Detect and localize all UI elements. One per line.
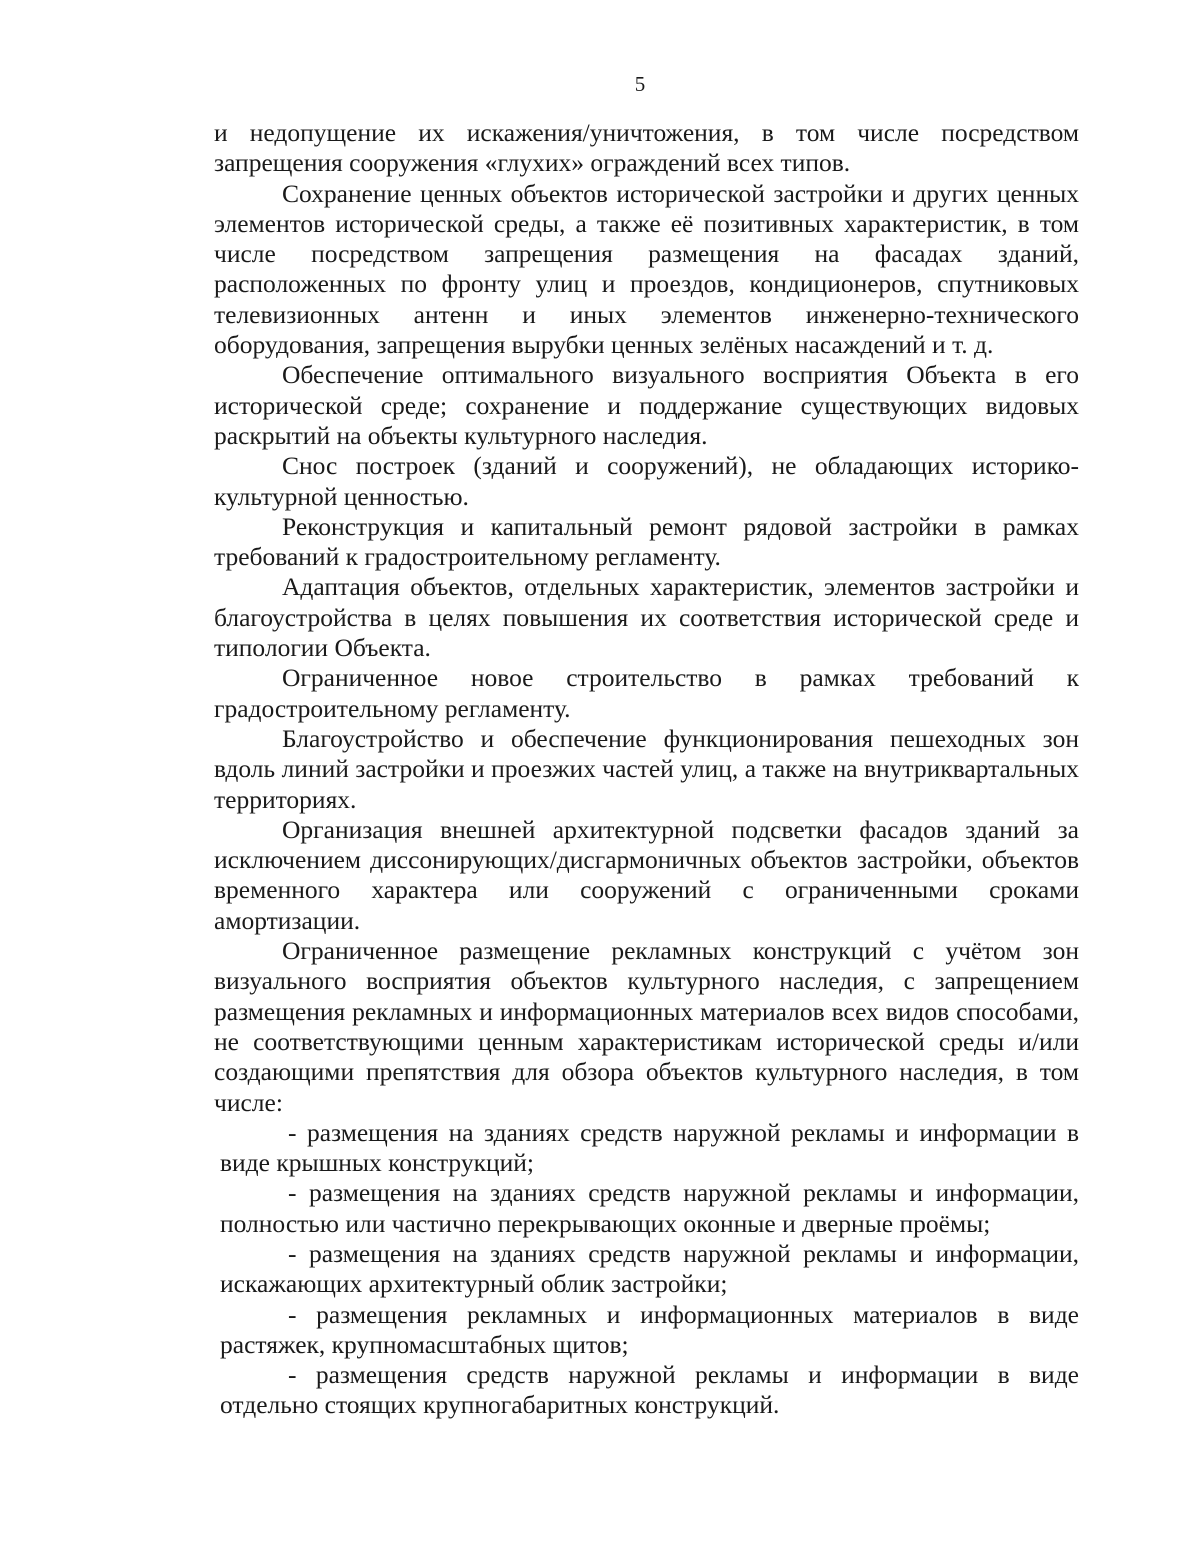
list-item: - размещения на зданиях средств наружной рекламы и информации в виде крышных конструкций; [220, 1117, 1079, 1178]
paragraph: Снос построек (зданий и сооружений), не обладающих историко-культурной ценностью. [214, 451, 1079, 511]
list-item: - размещения на зданиях средств наружной рекламы и информации, искажающих архитектурный облик застройки; [220, 1238, 1079, 1299]
paragraph: Обеспечение оптимального визуального восприятия Объекта в его исторической среде; сохранение и поддержание существующих видовых раскрытий на объекты культурного наследия. [214, 360, 1079, 450]
paragraph: Сохранение ценных объектов исторической застройки и других ценных элементов исторической среды, а также её позитивных характеристик, в том числе посредством запрещения размещения на фасадах зданий, расположенных по фронту улиц и проездов, кондиционеров, спутниковых телевизионных антенн и иных элементов инженерно-технического оборудования, запрещения вырубки ценных зелёных насаждений и т. д. [214, 178, 1079, 360]
paragraph: Ограниченное новое строительство в рамках требований к градостроительному регламенту. [214, 663, 1079, 723]
page-number: 5 [634, 72, 646, 96]
paragraph: Реконструкция и капитальный ремонт рядовой застройки в рамках требований к градостроительному регламенту. [214, 511, 1079, 572]
list-item: - размещения рекламных и информационных материалов в виде растяжек, крупномасштабных щитов; [220, 1299, 1079, 1359]
paragraph: Адаптация объектов, отдельных характеристик, элементов застройки и благоустройства в целях повышения их соответствия исторической среде и типологии Объекта. [214, 572, 1079, 663]
paragraph: Ограниченное размещение рекламных конструкций с учётом зон визуального восприятия объектов культурного наследия, с запрещением размещения рекламных и информационных материалов всех видов способами, не соответствующими ценным характеристикам исторической среды и/или создающими препятствия для обзора объектов культурного наследия, в том числе: [214, 936, 1079, 1117]
paragraph: Организация внешней архитектурной подсветки фасадов зданий за исключением диссонирующих/дисгармоничных объектов застройки, объектов временного характера или сооружений с ограниченными сроками амортизации. [214, 814, 1079, 935]
list-item: - размещения на зданиях средств наружной рекламы и информации, полностью или частично перекрывающих оконные и дверные проёмы; [220, 1178, 1079, 1238]
list-item: - размещения средств наружной рекламы и информации в виде отдельно стоящих крупногабаритных конструкций. [220, 1360, 1079, 1420]
document-body [214, 118, 1079, 1421]
paragraph: Благоустройство и обеспечение функционирования пешеходных зон вдоль линий застройки и проезжих частей улиц, а также на внутриквартальных территориях. [214, 723, 1079, 814]
paragraph: и недопущение их искажения/уничтожения, в том числе посредством запрещения сооружения «глухих» ограждений всех типов. [214, 118, 1079, 178]
